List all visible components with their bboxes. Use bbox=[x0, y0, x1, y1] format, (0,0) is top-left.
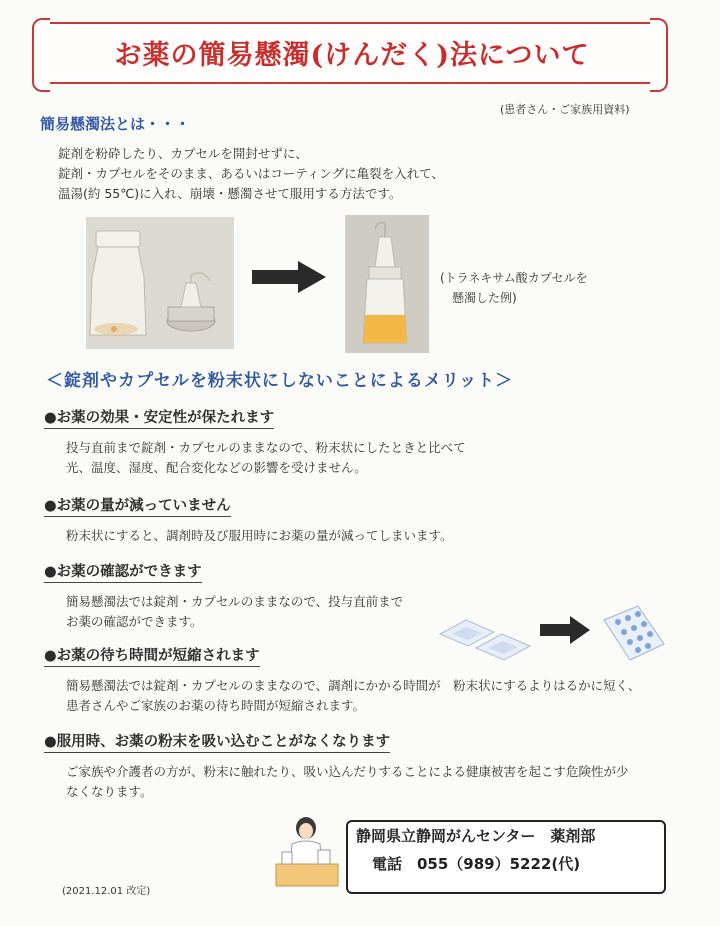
merit-line: お薬の確認ができます。 bbox=[66, 614, 203, 629]
intro-line: 錠剤・カプセルをそのまま、あるいはコーティングに亀裂を入れて、 bbox=[58, 166, 444, 181]
contact-organization: 静岡県立静岡がんセンター 薬剤部 bbox=[356, 827, 596, 845]
contact-phone: 電話 055（989）5222(代) bbox=[372, 855, 581, 873]
merit-line: 簡易懸濁法では錠剤・カプセルのままなので、調剤にかかる時間が 粉末状にするよりはるかに短く、 bbox=[66, 678, 641, 693]
merit-line: 患者さんやご家族のお薬の待ち時間が短縮されます。 bbox=[66, 698, 366, 713]
merit-title-confirmation: ●お薬の確認ができます bbox=[44, 560, 202, 583]
merit-title-wait-time: ●お薬の待ち時間が短縮されます bbox=[44, 644, 260, 667]
merit-line: なくなります。 bbox=[66, 784, 153, 799]
merit-title-effect-stability: ●お薬の効果・安定性が保たれます bbox=[44, 406, 274, 429]
merit-line: 光、温度、湿度、配合変化などの影響を受けません。 bbox=[66, 460, 367, 475]
scroll-curl-left bbox=[32, 18, 50, 92]
bottle-and-cap-image bbox=[86, 217, 234, 349]
scroll-curl-right bbox=[650, 18, 668, 92]
revision-date: (2021.12.01 改定) bbox=[62, 886, 151, 897]
caption-line: 懸濁した例) bbox=[452, 291, 517, 305]
arrow-right-icon bbox=[540, 616, 590, 644]
blister-pack-icon bbox=[604, 606, 664, 660]
intro-line: 錠剤を粉砕したり、カプセルを開封せずに、 bbox=[58, 146, 308, 161]
merit-text bbox=[66, 676, 640, 716]
pharmacist-icon bbox=[272, 812, 342, 888]
powder-to-tablet-illustration bbox=[432, 604, 672, 674]
photo-bottle-and-cap bbox=[86, 217, 234, 349]
audience-note: (患者さん・ご家族用資料) bbox=[500, 103, 630, 116]
merit-title-quantity: ●お薬の量が減っていません bbox=[44, 494, 231, 517]
page-title: お薬の簡易懸濁(けんだく)法について bbox=[114, 39, 590, 71]
powder-packet-icon bbox=[440, 620, 494, 646]
merits-heading: ＜錠剤やカプセルを粉末状にしないことによるメリット＞ bbox=[46, 371, 514, 391]
arrow-right-icon bbox=[252, 261, 326, 293]
intro-text bbox=[58, 144, 444, 204]
photo-caption bbox=[440, 268, 588, 308]
merit-title-no-inhalation: ●服用時、お薬の粉末を吸い込むことがなくなります bbox=[44, 730, 390, 753]
intro-heading: 簡易懸濁法とは・・・ bbox=[40, 115, 191, 133]
powder-packet-icon bbox=[476, 634, 530, 660]
merit-text bbox=[66, 438, 466, 478]
merit-line: 簡易懸濁法では錠剤・カプセルのままなので、投与直前まで bbox=[66, 594, 404, 609]
merit-text bbox=[66, 526, 453, 546]
intro-line: 温湯(約 55℃)に入れ、崩壊・懸濁させて服用する方法です。 bbox=[58, 186, 402, 201]
merit-text bbox=[66, 592, 403, 632]
caption-line: (トラネキサム酸カプセルを bbox=[440, 271, 588, 285]
merit-line: ご家族や介護者の方が、粉末に触れたり、吸い込んだりすることによる健康被害を起こす危険性が少 bbox=[66, 764, 629, 779]
photo-suspended-bottle bbox=[345, 215, 429, 353]
merit-text bbox=[66, 762, 629, 802]
merit-line: 投与直前まで錠剤・カプセルのままなので、粉末状にしたときと比べて bbox=[66, 440, 466, 455]
merit-line: 粉末状にすると、調剤時及び服用時にお薬の量が減ってしまいます。 bbox=[66, 528, 453, 543]
suspended-bottle-image bbox=[345, 215, 429, 353]
